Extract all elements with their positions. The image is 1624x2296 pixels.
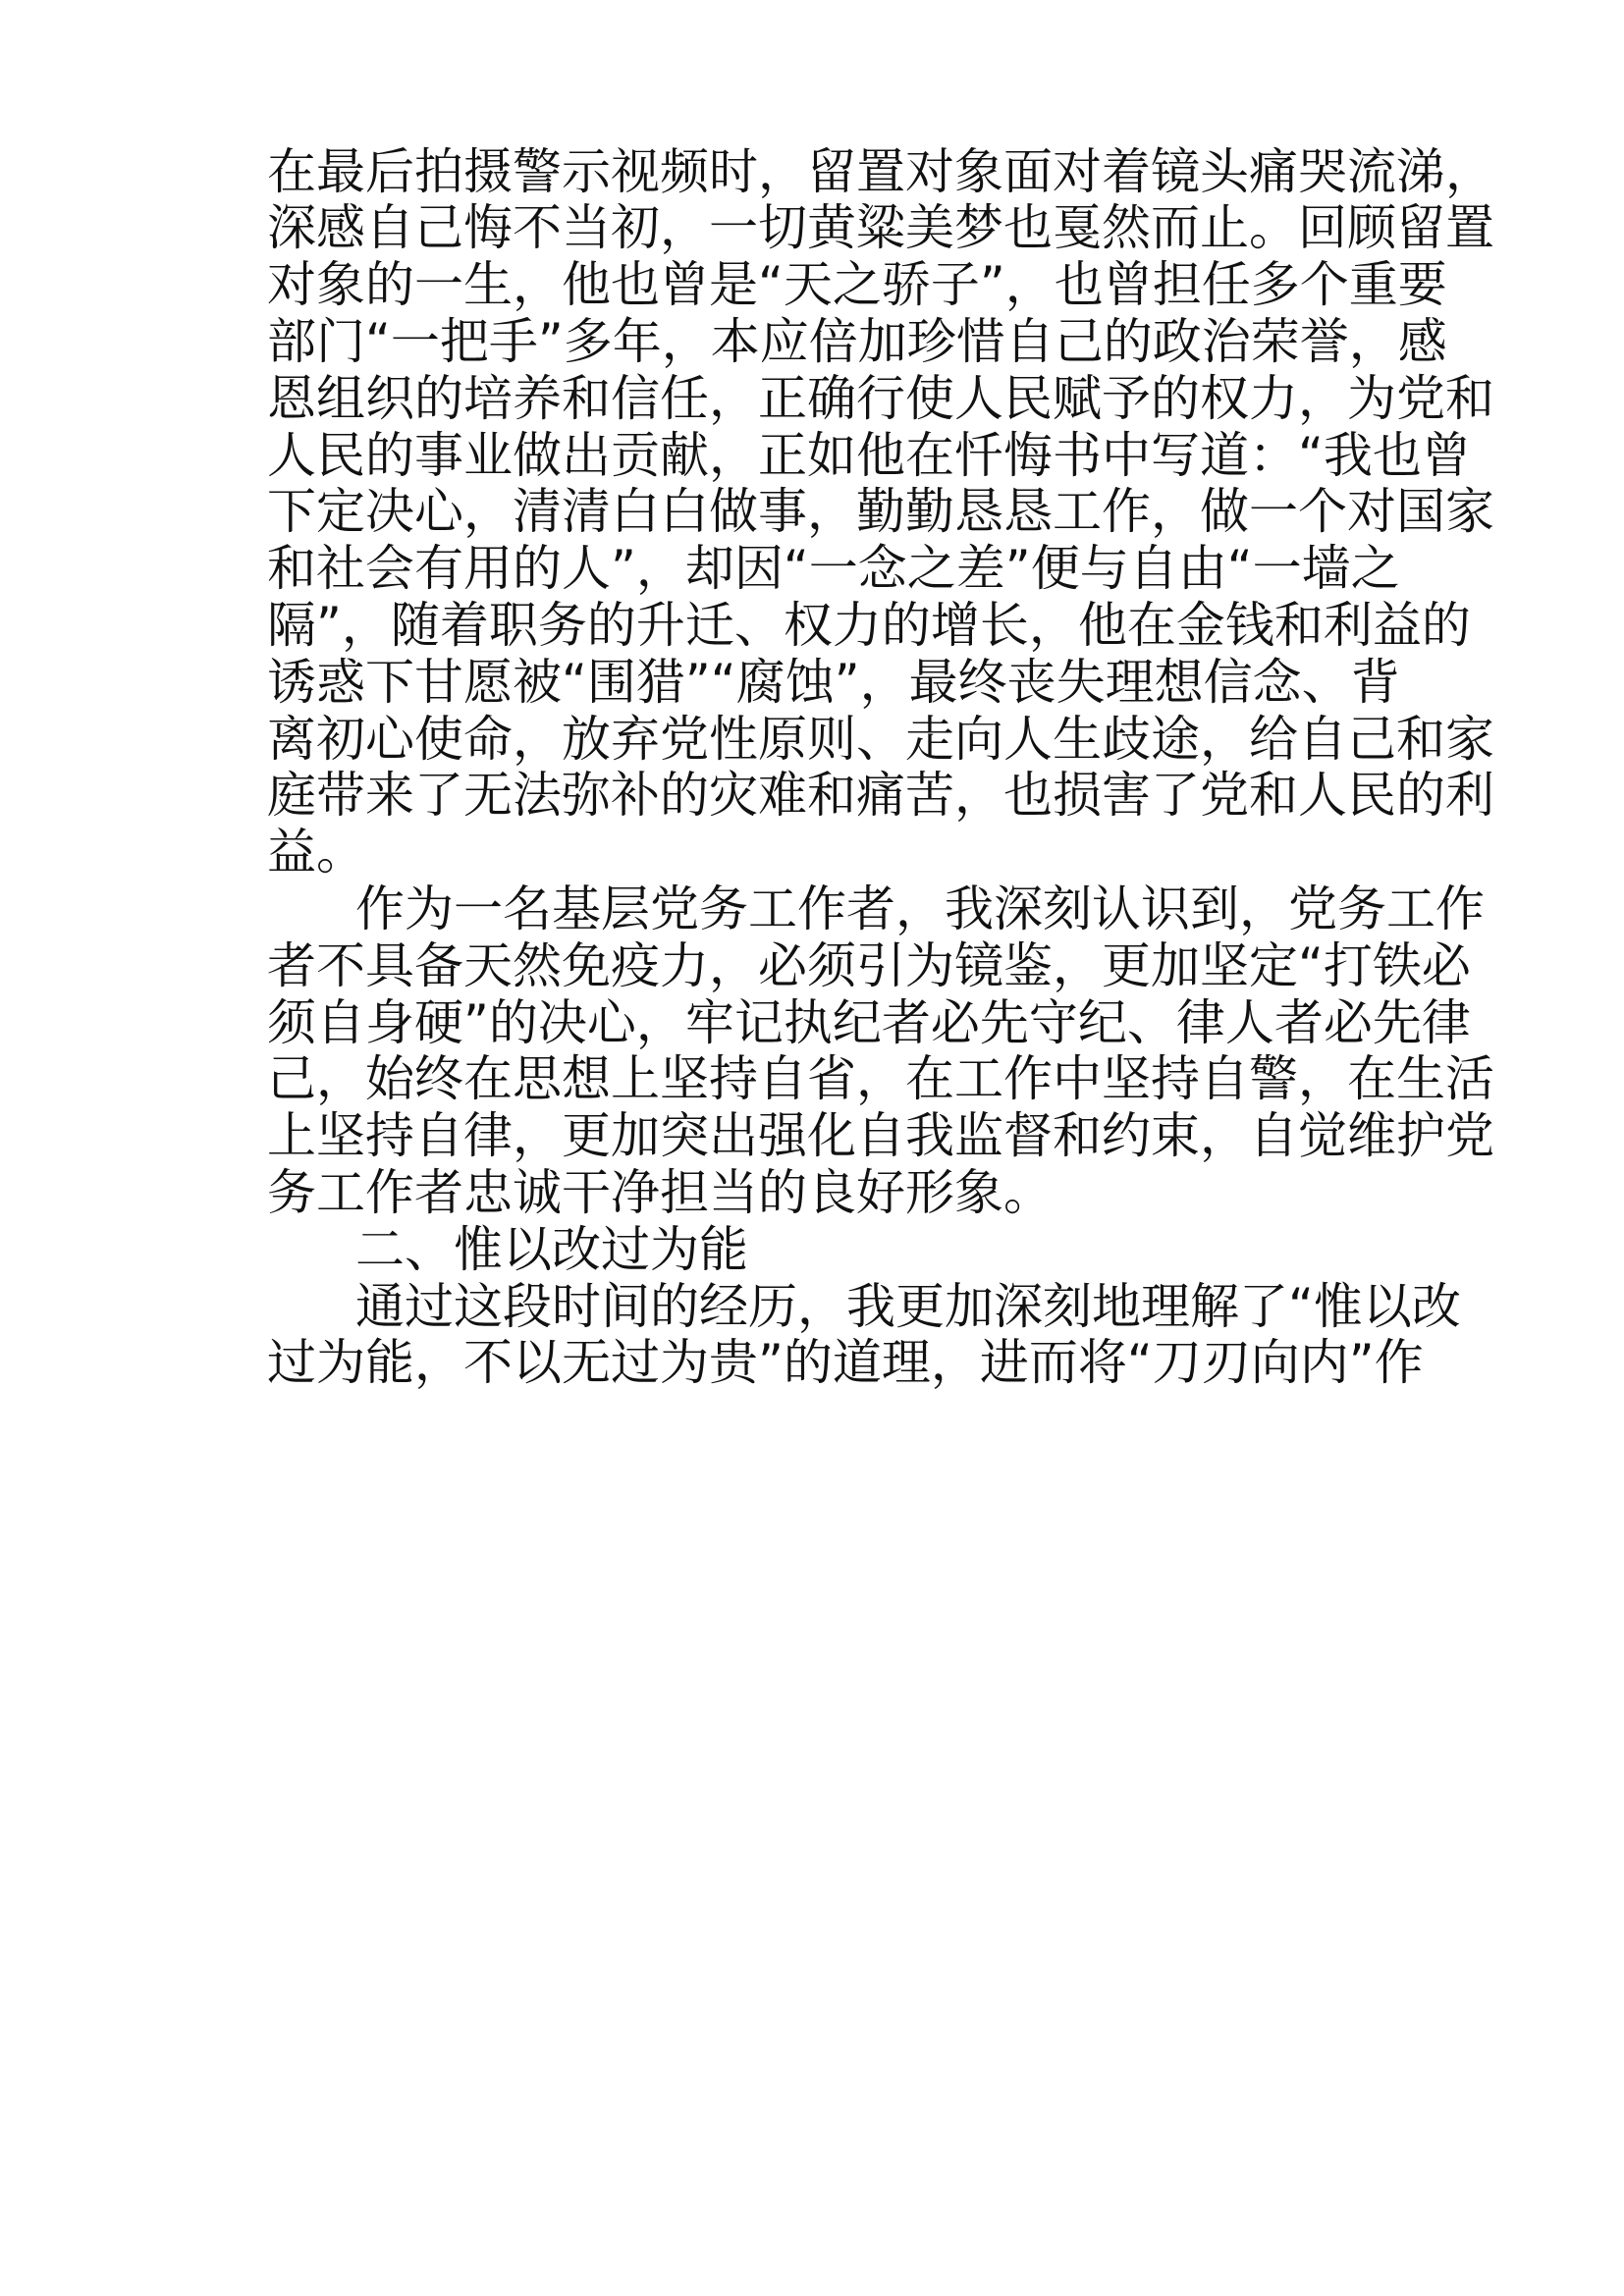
text-line-13: 益。 <box>267 824 365 881</box>
paragraph-3-line-1: 通过这段时间的经历，我更加深刻地理解了“惟以改 <box>355 1278 1461 1335</box>
paragraph-2-line-4: 己，始终在思想上坚持自省，在工作中坚持自警，在生活 <box>267 1050 1494 1107</box>
text-line-11: 离初心使命，放弃党性原则、走向人生歧途，给自己和家 <box>267 711 1494 768</box>
text-line-3: 对象的一生，他也曾是“天之骄子”，也曾担任多个重要 <box>267 256 1447 313</box>
text-line-1: 在最后拍摄警示视频时，留置对象面对着镜头痛哭流涕， <box>267 143 1494 200</box>
text-line-6: 人民的事业做出贡献，正如他在忏悔书中写道：“我也曾 <box>267 427 1471 484</box>
text-line-2: 深感自己悔不当初，一切黄粱美梦也戛然而止。回顾留置 <box>267 199 1494 256</box>
text-line-10: 诱惑下甘愿被“围猎”“腐蚀”，最终丧失理想信念、背 <box>267 654 1400 711</box>
paragraph-2-line-3: 须自身硬”的决心，牢记执纪者必先守纪、律人者必先律 <box>267 994 1471 1051</box>
text-line-12: 庭带来了无法弥补的灾难和痛苦，也损害了党和人民的利 <box>267 767 1494 824</box>
text-line-9: 隔”，随着职务的升迁、权力的增长，他在金钱和利益的 <box>267 597 1471 654</box>
text-line-5: 恩组织的培养和信任，正确行使人民赋予的权力，为党和 <box>267 370 1494 427</box>
text-line-7: 下定决心，清清白白做事，勤勤恳恳工作，做一个对国家 <box>267 483 1494 540</box>
paragraph-2-line-2: 者不具备天然免疫力，必须引为镜鉴，更加坚定“打铁必 <box>267 937 1471 994</box>
section-heading: 二、惟以改过为能 <box>355 1221 748 1278</box>
paragraph-2-line-5: 上坚持自律，更加突出强化自我监督和约束，自觉维护党 <box>267 1107 1494 1164</box>
paragraph-2-line-1: 作为一名基层党务工作者，我深刻认识到，党务工作 <box>355 881 1485 937</box>
paragraph-2-line-6: 务工作者忠诚干净担当的良好形象。 <box>267 1164 1053 1221</box>
paragraph-3-line-2: 过为能，不以无过为贵”的道理，进而将“刀刃向内”作 <box>267 1334 1424 1391</box>
text-line-4: 部门“一把手”多年，本应倍加珍惜自己的政治荣誉，感 <box>267 313 1447 370</box>
text-line-8: 和社会有用的人”，却因“一念之差”便与自由“一墙之 <box>267 540 1400 597</box>
